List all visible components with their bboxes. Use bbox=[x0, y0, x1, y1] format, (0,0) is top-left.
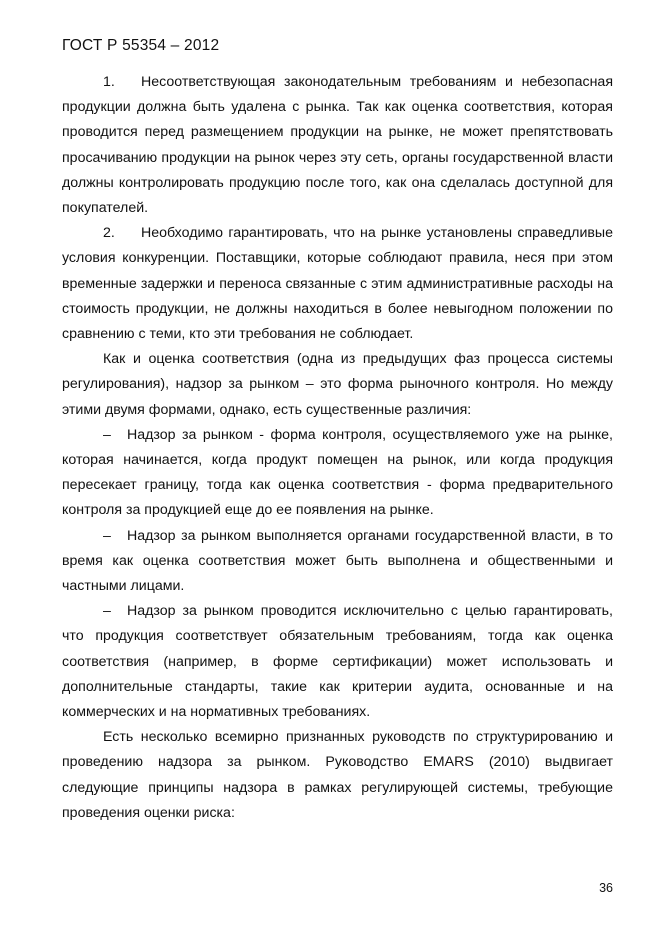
paragraph-number: 1. bbox=[103, 74, 115, 90]
page-number: 36 bbox=[599, 881, 613, 895]
paragraph-text: Есть несколько всемирно признанных руководств по структурированию и проведению надзора за рынком. Руководство EMARS (2010) выдвигает следующие принципы надзора в рамках регулирующей системы, требующие проведения оценки риска: bbox=[62, 729, 613, 821]
paragraph-number: 2. bbox=[103, 225, 115, 242]
document-header: ГОСТ Р 55354 – 2012 bbox=[62, 37, 220, 54]
paragraph-text: Необходимо гарантировать, что на рынке установлены справедливые условия конкуренции. Поставщики, которые соблюдают правила, неся при этом временные задержки и переноса связанные с этим административные расходы на стоимость продукции, не должны находиться в более невыгодном положении по сравнению с теми, кто эти требования не соблюдает. bbox=[62, 225, 613, 343]
bullet-item-1 bbox=[62, 423, 613, 524]
bullet-item-3 bbox=[62, 599, 613, 725]
paragraph-2 bbox=[62, 221, 613, 347]
paragraph-text: Как и оценка соответствия (одна из предыдущих фаз процесса системы регулирования), надзор за рынком – это форма рыночного контроля. Но между этими двумя формами, однако, есть существенные различия: bbox=[62, 351, 613, 418]
dash-marker: – bbox=[103, 426, 111, 443]
bullet-text: Надзор за рынком выполняется органами государственной власти, в то время как оценка соответствия может быть выполнена и общественными и частными лицами. bbox=[62, 527, 613, 595]
paragraph-final bbox=[62, 725, 613, 826]
paragraph-1 bbox=[62, 70, 613, 221]
bullet-item-2 bbox=[62, 524, 613, 600]
paragraph-text: Несоответствующая законодательным требованиям и небезопасная продукции должна быть удалена с рынка. Так как оценка соответствия, которая проводится перед размещением продукции на рынке, не может препятствовать просачиванию продукции на рынок через эту сеть, органы государственной власти должны контролировать продукцию после того, как она сделалась доступной для покупателей. bbox=[62, 74, 613, 217]
paragraph-3 bbox=[62, 347, 613, 423]
bullet-text: Надзор за рынком - форма контроля, осуществляемого уже на рынке, которая начинается, когда продукт помещен на рынок, или когда продукция пересекает границу, тогда как оценка соответствия - форма предварительного контроля за продукцией еще до ее появления на рынке. bbox=[62, 426, 613, 519]
dash-marker: – bbox=[103, 527, 111, 544]
bullet-text: Надзор за рынком проводится исключительно с целью гарантировать, что продукция соответствует обязательным требованиям, тогда как оценка соответствия (например, в форме сертификации) может использовать и дополнительные стандарты, такие как критерии аудита, основанные и на коммерческих и на нормативных требованиях. bbox=[62, 603, 613, 721]
document-body bbox=[62, 70, 613, 826]
dash-marker: – bbox=[103, 603, 111, 620]
